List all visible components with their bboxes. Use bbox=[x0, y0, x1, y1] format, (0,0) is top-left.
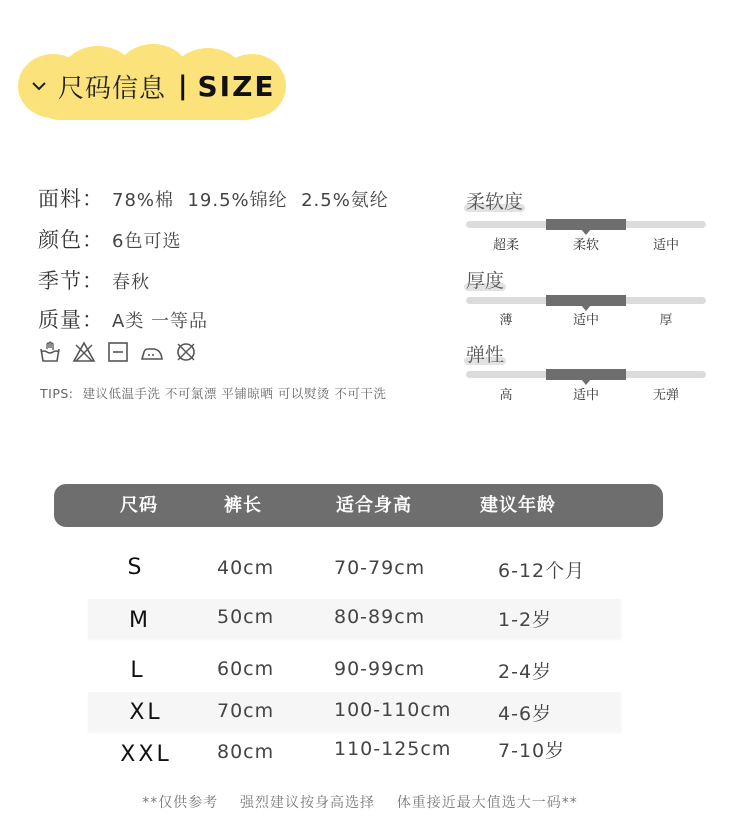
size-cell: XXL bbox=[120, 742, 172, 767]
softness-label-1: 超柔 bbox=[492, 238, 519, 253]
age-cell: 2-4岁 bbox=[498, 661, 553, 683]
age-cell: 4-6岁 bbox=[498, 703, 553, 725]
thickness-label-2: 适中 bbox=[572, 313, 599, 328]
length-cell: 80cm bbox=[217, 741, 275, 763]
thickness-title bbox=[466, 266, 504, 293]
size-table-header bbox=[54, 484, 663, 527]
size-cell: S bbox=[127, 555, 145, 580]
height-cell: 100-110cm bbox=[334, 699, 452, 721]
title-separator: | bbox=[178, 71, 188, 101]
footnote: **仅供参考 强烈建议按身高选择 体重接近最大值选大一码** bbox=[142, 795, 578, 811]
quality-value: A类 一等品 bbox=[112, 311, 209, 332]
softness-label-3: 适中 bbox=[652, 238, 679, 253]
size-cell: XL bbox=[129, 700, 163, 725]
length-cell: 50cm bbox=[217, 606, 275, 628]
dry-flat-icon bbox=[106, 340, 130, 364]
no-bleach-icon bbox=[72, 340, 96, 364]
thickness-scale bbox=[466, 297, 706, 304]
thickness-title-text: 厚度 bbox=[466, 270, 505, 292]
season-value: 春秋 bbox=[112, 272, 150, 293]
header-size: 尺码 bbox=[120, 495, 158, 516]
care-tips: TIPS: 建议低温手洗 不可氯漂 平铺晾晒 可以熨烫 不可干洗 bbox=[40, 386, 387, 401]
softness-title-text: 柔软度 bbox=[466, 191, 524, 213]
size-cell: L bbox=[130, 658, 146, 683]
color-row bbox=[38, 224, 181, 254]
no-dry-clean-icon bbox=[174, 340, 198, 364]
elasticity-label-1: 高 bbox=[499, 388, 513, 403]
season-label: 季节： bbox=[38, 269, 104, 293]
section-title-en: SIZE bbox=[197, 69, 276, 103]
age-cell: 1-2岁 bbox=[498, 609, 553, 631]
table-row bbox=[88, 692, 621, 732]
header-age: 建议年龄 bbox=[480, 495, 556, 516]
elasticity-label-2: 适中 bbox=[572, 388, 599, 403]
length-cell: 60cm bbox=[217, 658, 275, 680]
elasticity-scale bbox=[466, 371, 706, 378]
elasticity-labels bbox=[466, 384, 706, 403]
elasticity-title bbox=[466, 340, 504, 367]
table-row bbox=[88, 599, 621, 639]
table-row bbox=[88, 734, 621, 774]
hand-wash-icon bbox=[38, 340, 62, 364]
height-cell: 90-99cm bbox=[334, 658, 426, 680]
color-label: 颜色： bbox=[38, 228, 104, 252]
length-cell: 70cm bbox=[217, 700, 275, 722]
thickness-labels bbox=[466, 309, 706, 328]
table-row bbox=[88, 650, 621, 690]
section-title: 尺码信息 bbox=[58, 73, 167, 104]
height-cell: 70-79cm bbox=[334, 557, 426, 579]
season-row bbox=[38, 265, 150, 295]
quality-row bbox=[38, 304, 208, 334]
softness-title bbox=[466, 187, 523, 214]
iron-icon bbox=[140, 340, 164, 364]
age-cell: 6-12个月 bbox=[498, 560, 586, 582]
length-cell: 40cm bbox=[217, 557, 275, 579]
chevron-down-icon bbox=[30, 77, 48, 95]
fabric-label: 面料： bbox=[38, 187, 104, 211]
age-cell: 7-10岁 bbox=[498, 740, 566, 762]
elasticity-label-3: 无弹 bbox=[652, 388, 679, 403]
thickness-label-1: 薄 bbox=[499, 313, 513, 328]
elasticity-title-text: 弹性 bbox=[466, 344, 505, 366]
care-icons bbox=[38, 340, 198, 364]
header-length: 裤长 bbox=[224, 495, 262, 516]
quality-label: 质量： bbox=[38, 308, 104, 332]
section-header bbox=[30, 66, 276, 106]
height-cell: 110-125cm bbox=[334, 738, 452, 760]
softness-label-2: 柔软 bbox=[572, 238, 599, 253]
header-height: 适合身高 bbox=[336, 495, 412, 516]
fabric-row bbox=[38, 183, 389, 213]
fabric-value: 78%棉 19.5%锦纶 2.5%氨纶 bbox=[112, 190, 389, 211]
softness-labels bbox=[466, 234, 706, 253]
height-cell: 80-89cm bbox=[334, 606, 426, 628]
table-row bbox=[88, 549, 621, 589]
thickness-label-3: 厚 bbox=[659, 313, 673, 328]
color-value: 6色可选 bbox=[112, 231, 182, 252]
size-cell: M bbox=[129, 608, 151, 633]
softness-scale bbox=[466, 221, 706, 228]
